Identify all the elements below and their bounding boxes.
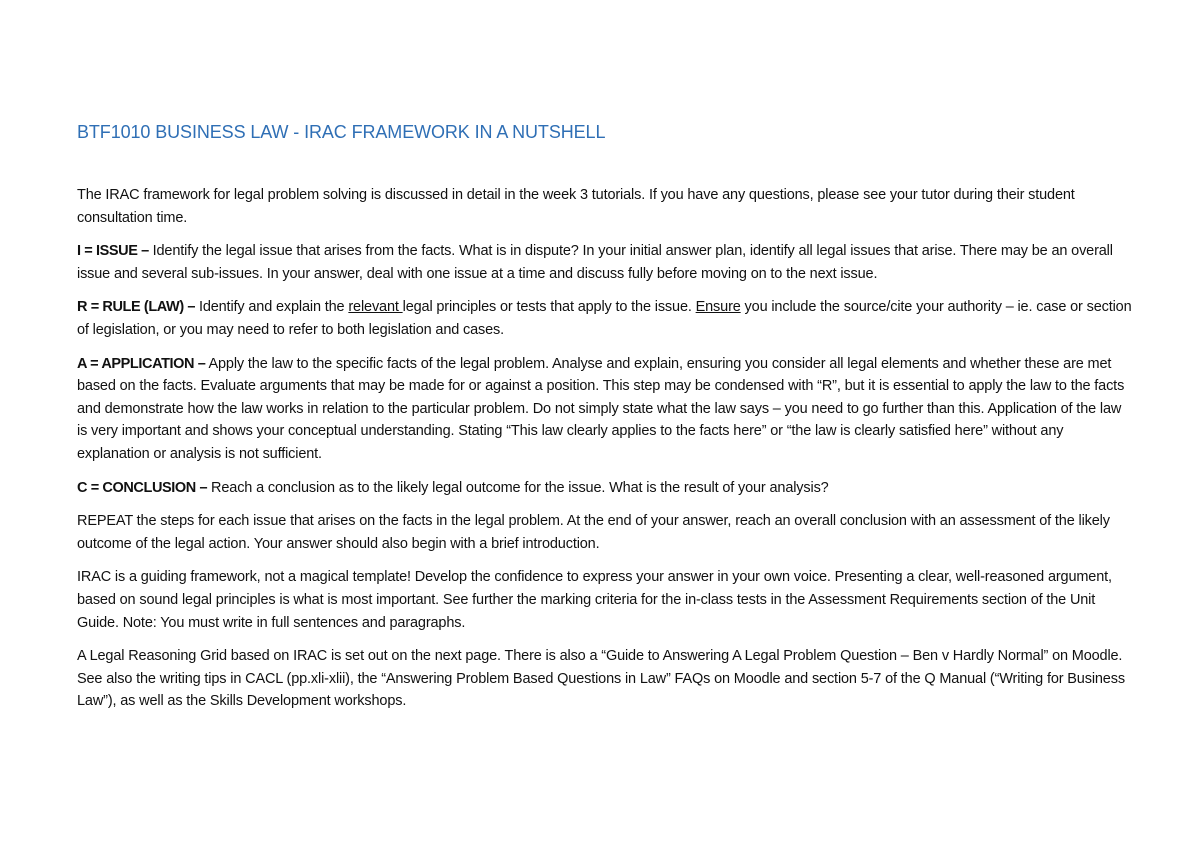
- issue-text: Identify the legal issue that arises from the facts. What is in dispute? In your initial answer plan, identify all legal issues that arise. There may be an overall issue and several sub-issues. In your answer, deal with one issue at a time and discuss fully before moving on to the next issue.: [77, 243, 1113, 282]
- application-text: Apply the law to the specific facts of the legal problem. Analyse and explain, ensuring you consider all legal elements and whether these are met based on the facts. Evaluate arguments that may be made for or against a position. This step may be condensed with “R”, but it is essential to apply the law to the facts and demonstrate how the law works in relation to the particular problem. Do not simply state what the law says – you need to go further than this. Application of the law is very important and shows your conceptual understanding. Stating “This law clearly applies to the facts here” or “the law is clearly satisfied here” without any explanation or analysis is not sufficient.: [77, 355, 1125, 462]
- application-label: A = APPLICATION –: [77, 355, 206, 372]
- issue-label: I = ISSUE –: [77, 243, 149, 260]
- rule-text-1: Identify and explain the: [195, 299, 349, 316]
- document-title: BTF1010 BUSINESS LAW - IRAC FRAMEWORK IN A NUTSHELL: [77, 122, 606, 142]
- rule-underlined-relevant: relevant: [348, 299, 403, 316]
- legal-reasoning-grid-paragraph: A Legal Reasoning Grid based on IRAC is set out on the next page. There is also a “Guide to Answering A Legal Problem Question – Ben v Hardly Normal” on Moodle. See also the writing tips in CACL (pp.xli-xlii), the “Answering Problem Based Questions in Law” FAQs on Moodle and section 5-7 of the Q Manual (“Writing for Business Law”), as well as the Skills Development workshops.: [77, 648, 1125, 710]
- application-paragraph: [77, 353, 1132, 466]
- conclusion-paragraph: [77, 477, 1132, 500]
- document-body: [77, 184, 1132, 724]
- rule-underlined-ensure: Ensure: [695, 299, 741, 316]
- rule-text-3: you include the source/cite your authority – ie. case or section of legislation, or you may need to refer to both legislation and cases.: [77, 299, 1132, 338]
- conclusion-label: C = CONCLUSION –: [77, 479, 208, 496]
- repeat-paragraph: REPEAT the steps for each issue that arises on the facts in the legal problem. At the end of your answer, reach an overall conclusion with an assessment of the likely outcome of the legal action. Your answer should also begin with a brief introduction.: [77, 513, 1110, 552]
- rule-paragraph: [77, 296, 1132, 341]
- rule-text-2: legal principles or tests that apply to the issue.: [402, 299, 696, 316]
- conclusion-text: Reach a conclusion as to the likely legal outcome for the issue. What is the result of your analysis?: [207, 479, 829, 496]
- rule-label: R = RULE (LAW) –: [77, 299, 196, 316]
- guiding-framework-paragraph: IRAC is a guiding framework, not a magical template! Develop the confidence to express your answer in your own voice. Presenting a clear, well-reasoned argument, based on sound legal principles is what is most important. See further the marking criteria for the in-class tests in the Assessment Requirements section of the Unit Guide. Note: You must write in full sentences and paragraphs.: [77, 569, 1112, 631]
- intro-paragraph: The IRAC framework for legal problem solving is discussed in detail in the week 3 tutorials. If you have any questions, please see your tutor during their student consultation time.: [77, 187, 1075, 226]
- issue-paragraph: [77, 240, 1132, 285]
